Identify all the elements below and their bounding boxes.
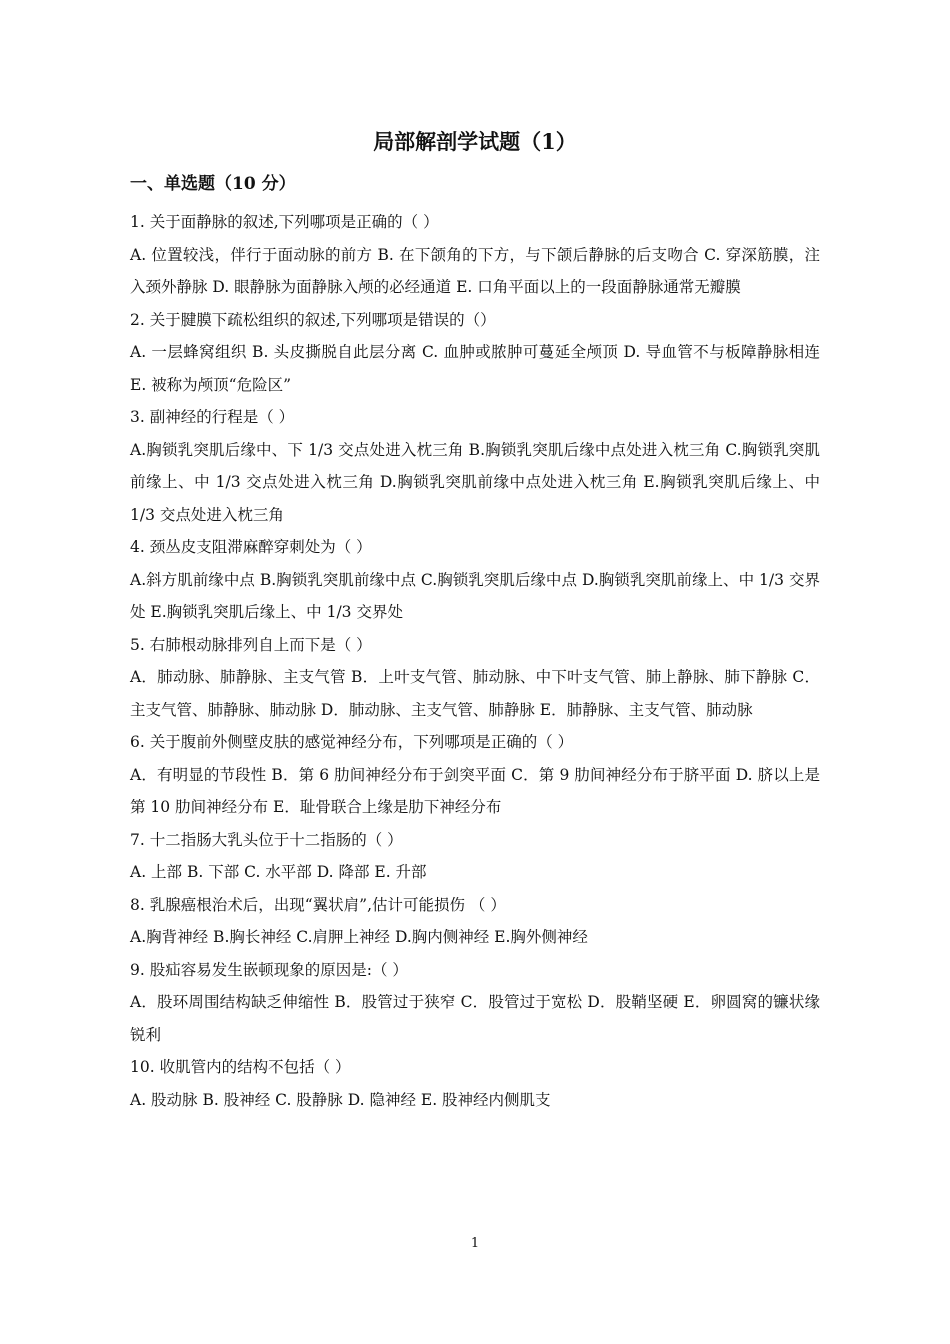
question-options: A.胸背神经 B.胸长神经 C.肩胛上神经 D.胸内侧神经 E.胸外侧神经 [130, 928, 588, 946]
question-options: A. 一层蜂窝组织 B. 头皮撕脱自此层分离 C. 血肿或脓肿可蔓延全颅顶 D. 导血管不与板障静脉相连 E. 被称为颅顶“危险区” [130, 343, 820, 394]
question-1 [130, 206, 820, 304]
page-number: 1 [470, 1236, 480, 1251]
question-stem: 8. 乳腺癌根治术后，出现“翼状肩”,估计可能损伤 （ ） [130, 895, 506, 914]
question-options: A．有明显的节段性 B．第 6 肋间神经分布于剑突平面 C．第 9 肋间神经分布于脐平面 D. 脐以上是第 10 肋间神经分布 E．耻骨联合上缘是肋下神经分布 [130, 765, 820, 816]
question-options: A. 股动脉 B. 股神经 C. 股静脉 D. 隐神经 E. 股神经内侧肌支 [130, 1090, 551, 1109]
question-7 [130, 824, 820, 889]
question-stem: 9. 股疝容易发生嵌顿现象的原因是:（ ） [130, 960, 408, 979]
question-options: A. 上部 B. 下部 C. 水平部 D. 降部 E. 升部 [130, 863, 427, 881]
question-options: A.胸锁乳突肌后缘中、下 1/3 交点处进入枕三角 B.胸锁乳突肌后缘中点处进入枕三角 C.胸锁乳突肌前缘上、中 1/3 交点处进入枕三角 D.胸锁乳突肌前缘中点处进入枕三角 E.胸锁乳突肌后缘上、中 1/3 交点处进入枕三角 [130, 440, 820, 524]
question-2 [130, 304, 820, 402]
page-title: 局部解剖学试题（1） [373, 129, 577, 154]
question-stem: 10. 收肌管内的结构不包括（ ） [130, 1058, 351, 1076]
question-3 [130, 401, 820, 531]
section-heading: 一、单选题（10 分） [130, 174, 296, 194]
question-6 [130, 726, 820, 824]
question-stem: 3. 副神经的行程是（ ） [130, 408, 295, 426]
question-stem: 1. 关于面静脉的叙述,下列哪项是正确的（ ） [130, 213, 439, 231]
question-5 [130, 629, 820, 727]
question-8 [130, 889, 820, 954]
question-4 [130, 531, 820, 629]
question-stem: 5. 右肺根动脉排列自上而下是（ ） [130, 635, 372, 654]
question-options: A．股环周围结构缺乏伸缩性 B．股管过于狭窄 C．股管过于宽松 D．股鞘坚硬 E．卵圆窝的镰状缘锐利 [130, 993, 820, 1044]
question-9 [130, 954, 820, 1052]
question-stem: 7. 十二指肠大乳头位于十二指肠的（ ） [130, 830, 403, 849]
question-options: A．肺动脉、肺静脉、主支气管 B．上叶支气管、肺动脉、中下叶支气管、肺上静脉、肺下静脉 C．主支气管、肺静脉、肺动脉 D．肺动脉、主支气管、肺静脉 E．肺静脉、主支气管、肺动脉 [130, 668, 820, 719]
question-stem: 2. 关于腱膜下疏松组织的叙述,下列哪项是错误的（） [130, 310, 496, 329]
question-stem: 6. 关于腹前外侧壁皮肤的感觉神经分布，下列哪项是正确的（ ） [130, 733, 574, 751]
question-10 [130, 1051, 820, 1116]
question-options: A.斜方肌前缘中点 B.胸锁乳突肌前缘中点 C.胸锁乳突肌后缘中点 D.胸锁乳突肌前缘上、中 1/3 交界处 E.胸锁乳突肌后缘上、中 1/3 交界处 [130, 570, 820, 621]
question-options: A. 位置较浅，伴行于面动脉的前方 B. 在下颌角的下方，与下颌后静脉的后支吻合 C. 穿深筋膜，注入颈外静脉 D. 眼静脉为面静脉入颅的必经通道 E. 口角平面以上的一段面静脉通常无瓣膜 [130, 245, 820, 296]
question-stem: 4. 颈丛皮支阻滞麻醉穿刺处为（ ） [130, 538, 372, 556]
